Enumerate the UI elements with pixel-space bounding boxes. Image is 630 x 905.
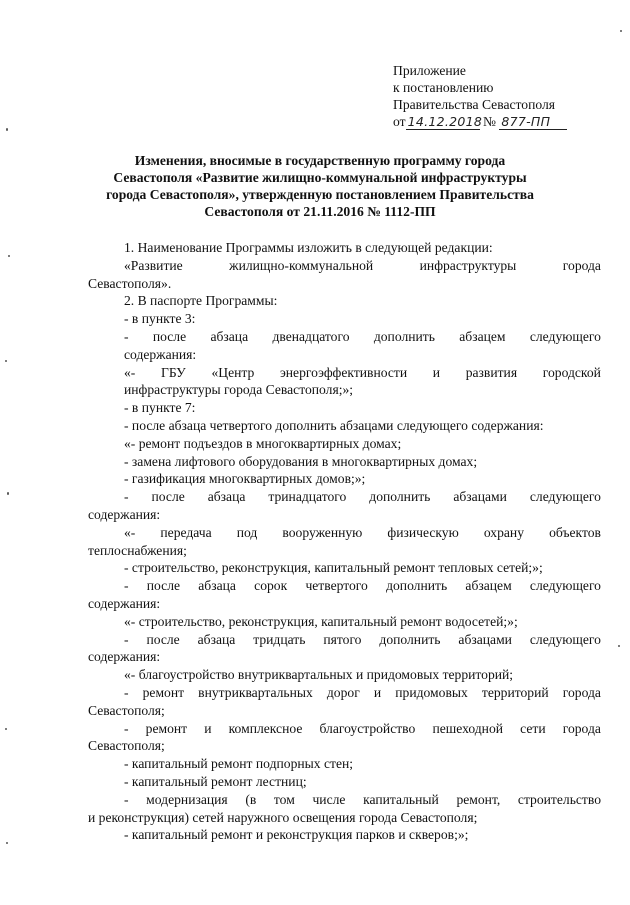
body-line [88,506,601,524]
body-word: города [562,684,601,700]
scan-speck [8,255,10,257]
body-line-text: «- строительство, реконструкция, капитальный ремонт водосетей;»; [124,613,518,629]
body-word: дополнить [386,578,448,594]
body-word: передача [160,524,212,540]
body-line-text: - капитальный ремонт и реконструкция парков и скверов;»; [124,827,469,843]
body-word: - [124,684,129,700]
body-line [124,524,601,542]
body-word: капитальный [363,791,439,807]
body-word: «Развитие [124,257,183,273]
body-word: «- [124,524,136,540]
body-word: модернизация [146,791,228,807]
body-word: следующего [529,578,601,594]
body-line [124,470,601,488]
body-line [124,310,601,328]
body-line [124,613,601,631]
body-word: жилищно-коммунальной [229,257,374,273]
body-word: после [151,489,185,505]
body-word: энергоэффективности [279,364,408,380]
body-line [124,364,601,382]
body-line [88,648,601,666]
scan-speck [6,842,8,844]
body-word: тринадцатого [268,489,347,505]
body-word: внутриквартальных [198,684,313,700]
body-word: - [124,578,129,594]
body-line-text: содержания: [124,346,197,362]
body-word: - [124,631,129,647]
body-word: «- [124,364,136,380]
body-word: физическую [387,524,459,540]
body-line-text: Севастополя». [88,275,172,291]
body-word: «Центр [211,364,255,380]
body-line-text: 2. В паспорте Программы: [124,293,278,309]
body-line-text: - замена лифтового оборудования в многоквартирных домах; [124,453,478,469]
body-word: придомовых [395,684,468,700]
number-sign: № [482,114,496,129]
title-line-1: Изменения, вносимые в государственную программу города [134,153,506,168]
body-word: под [236,524,258,540]
appendix-line-3: Правительства Севастополя [393,97,556,112]
body-word: после [146,631,180,647]
body-line [88,275,601,293]
body-line-text: - в пункте 7: [124,400,196,416]
body-line [124,773,601,791]
body-line [124,239,560,257]
body-word: городской [542,364,601,380]
body-line [124,435,601,453]
body-word: и [373,684,382,700]
body-word: ремонт [142,684,185,700]
handwritten-number: 877-ПП [499,115,567,130]
body-word: территорий [481,684,549,700]
body-word: - [124,489,129,505]
appendix-date-number-line [393,113,567,130]
body-word: - [124,791,129,807]
body-line-text: и реконструкция) сетей наружного освещения города Севастополя; [88,809,478,825]
body-line [124,346,601,364]
scan-speck [620,30,622,32]
handwritten-date: 14.12.2018 [407,114,483,129]
body-word: пятого [323,631,362,647]
body-word: благоустройство [319,720,416,736]
body-word: абзацами [453,489,507,505]
body-word: вооруженную [282,524,363,540]
title-line-2: Севастополя «Развитие жилищно-коммунальной инфраструктуры [113,170,527,185]
body-line-text: «- ремонт подъездов в многоквартирных домах; [124,435,402,451]
title-line-4: Севастополя от 21.11.2016 № 1112-ПП [204,204,436,219]
scan-speck [6,128,8,131]
body-word: абзацем [465,578,512,594]
body-line-text: - газификация многоквартирных домов;»; [124,471,366,487]
body-line-text: Севастополя; [88,738,165,754]
body-word: сорок [254,578,288,594]
body-line [88,737,601,755]
title-line-3: города Севастополя», утвержденную постановлением Правительства [106,187,534,202]
date-prefix: от [393,114,406,129]
body-word: дорог [326,684,360,700]
body-line-text: - капитальный ремонт лестниц; [124,773,307,789]
body-word: следующего [529,489,601,505]
body-line [124,381,601,399]
body-word: (в [245,791,257,807]
body-word: абзаца [198,578,236,594]
body-word: и [204,720,212,736]
body-line [124,755,601,773]
body-word: после [152,328,187,344]
body-word: развития [465,364,518,380]
scan-speck [618,645,620,647]
appendix-block [393,62,567,130]
body-line [124,453,601,471]
body-line-text: теплоснабжения; [88,542,187,558]
body-line-text: Севастополя; [88,702,165,718]
body-word: строительство [517,791,601,807]
body-line [124,666,601,684]
body-word: следующего [529,631,601,647]
body-line [124,720,601,738]
body-word: сети [520,720,546,736]
scan-speck [7,492,9,495]
body-line [124,631,601,649]
body-line [124,399,601,417]
body-word: - [124,328,129,344]
body-word: инфраструктуры [419,257,517,273]
body-line [124,328,601,346]
body-line [124,417,601,435]
body-line [88,595,601,613]
body-word: города [562,720,601,736]
body-line [124,577,601,595]
scan-speck [5,728,7,730]
body-line [88,702,601,720]
body-word: тридцать [253,631,306,647]
body-word: числе [312,791,346,807]
body-word: следующего [529,328,601,344]
scan-speck [5,360,7,362]
body-line [124,684,601,702]
body-word: комплексное [228,720,303,736]
body-line-text: - капитальный ремонт подпорных стен; [124,756,354,772]
body-line [88,809,601,827]
body-word: ГБУ [160,364,186,380]
body-word: пешеходной [432,720,504,736]
body-word: и [432,364,441,380]
body-line [88,542,601,560]
body-line [124,826,601,844]
body-line [124,292,601,310]
body-word: охрану [483,524,524,540]
body-word: абзацем [459,328,506,344]
document-title [70,152,570,220]
body-word: абзаца [197,631,236,647]
body-line-text: 1. Наименование Программы изложить в следующей редакции: [124,240,493,255]
body-line [124,488,601,506]
body-word: двенадцатого [272,328,350,344]
body-word: абзаца [207,489,246,505]
body-line-text: - в пункте 3: [124,311,196,327]
body-word: ремонт [145,720,188,736]
body-word: объектов [549,524,601,540]
body-word: дополнить [379,631,441,647]
body-word: после [146,578,181,594]
body-word: четвертого [305,578,368,594]
body-word: дополнить [373,328,435,344]
body-line [124,257,601,275]
body-line-text: - после абзаца четвертого дополнить абзацами следующего содержания: [124,417,544,433]
body-word: том [273,791,295,807]
body-line-text: содержания: [88,595,161,611]
body-line-text: содержания: [88,506,161,522]
body-word: абзаца [210,328,249,344]
body-word: ремонт, [456,791,501,807]
body-line-text: - строительство, реконструкция, капитальный ремонт тепловых сетей;»; [124,560,543,576]
body-word: - [124,720,129,736]
body-line-text: «- благоустройство внутриквартальных и придомовых территорий; [124,667,514,683]
body-word: абзацами [458,631,512,647]
body-word: города [562,257,601,273]
body-line-text: содержания: [88,649,161,665]
body-word: дополнить [369,489,431,505]
body-line [124,791,601,809]
body-line [124,559,601,577]
document-body [0,239,630,844]
appendix-line-2: к постановлению [393,80,494,95]
body-line-text: инфраструктуры города Севастополя;»; [124,382,354,398]
appendix-line-1: Приложение [393,63,466,78]
